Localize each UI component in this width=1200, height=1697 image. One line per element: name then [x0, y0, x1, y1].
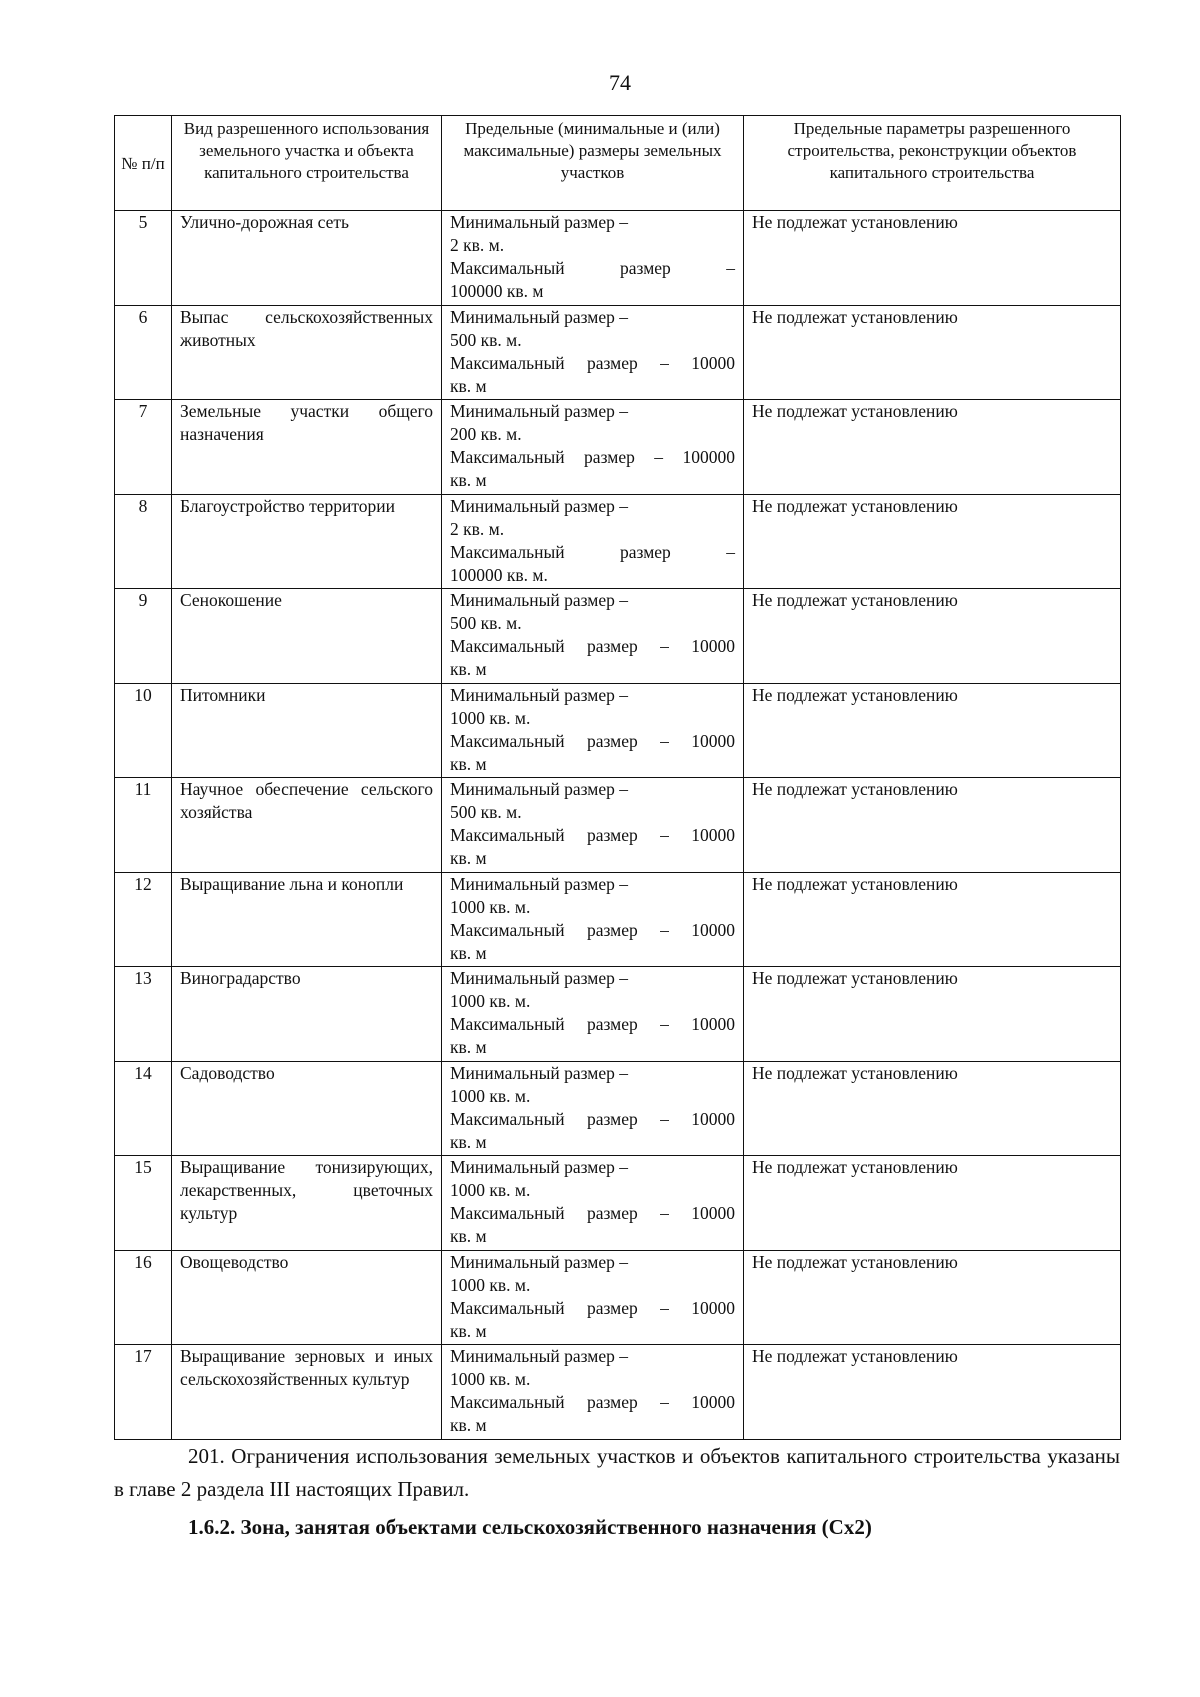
- plot-size-line: кв. м: [450, 659, 487, 679]
- row-plot-size: [442, 211, 744, 306]
- row-construction-params: Не подлежат установлению: [744, 305, 1121, 400]
- row-number: 17: [115, 1345, 172, 1440]
- plot-size-line: 1000 кв. м.: [450, 896, 531, 917]
- plot-size-line: 1000 кв. м.: [450, 1180, 531, 1200]
- row-plot-size: [442, 872, 744, 967]
- plot-size-line: Минимальный размер –: [450, 873, 629, 894]
- row-use-type: Выращивание зерновых и иных сельскохозяйственных культур: [172, 1345, 442, 1440]
- plot-size-line: 500 кв. м.: [450, 802, 522, 822]
- plot-size-line: Минимальный размер –: [450, 779, 629, 799]
- land-use-table: [114, 115, 1121, 1440]
- row-number: 14: [115, 1061, 172, 1156]
- row-use-type: Выращивание тонизирующих, лекарственных, цветочных культур: [172, 1156, 442, 1251]
- table-row: [115, 211, 1121, 306]
- plot-size-line: кв. м: [450, 375, 487, 396]
- row-use-type: Сенокошение: [172, 589, 442, 684]
- row-construction-params: Не подлежат установлению: [744, 211, 1121, 306]
- plot-size-line: кв. м: [450, 848, 487, 868]
- table-row: [115, 683, 1121, 778]
- row-number: 9: [115, 589, 172, 684]
- row-number: 7: [115, 400, 172, 495]
- table-row: [115, 400, 1121, 495]
- row-construction-params: Не подлежат установлению: [744, 778, 1121, 873]
- row-number: 8: [115, 494, 172, 589]
- plot-size-line: Максимальный размер – 10000: [450, 1392, 735, 1412]
- plot-size-line: Максимальный размер – 10000: [450, 1203, 735, 1223]
- row-plot-size: [442, 1061, 744, 1156]
- row-construction-params: Не подлежат установлению: [744, 1156, 1121, 1251]
- plot-size-line: Минимальный размер –: [450, 684, 629, 705]
- row-plot-size: [442, 683, 744, 778]
- plot-size-line: кв. м: [450, 1415, 487, 1435]
- row-number: 12: [115, 872, 172, 967]
- plot-size-line: Максимальный размер – 10000: [450, 825, 735, 845]
- row-construction-params: Не подлежат установлению: [744, 589, 1121, 684]
- row-number: 15: [115, 1156, 172, 1251]
- plot-size-line: кв. м: [450, 942, 487, 963]
- plot-size-line: Максимальный размер – 10000: [450, 730, 735, 751]
- plot-size-line: кв. м: [450, 753, 487, 774]
- plot-size-line: Минимальный размер –: [450, 401, 629, 421]
- plot-size-line: кв. м: [450, 1037, 487, 1057]
- plot-size-line: Максимальный размер – 10000: [450, 1297, 735, 1318]
- row-construction-params: Не подлежат установлению: [744, 494, 1121, 589]
- table-row: [115, 778, 1121, 873]
- row-plot-size: [442, 967, 744, 1062]
- row-plot-size: [442, 1156, 744, 1251]
- table-row: [115, 967, 1121, 1062]
- plot-size-line: кв. м: [450, 470, 487, 490]
- table-row: [115, 305, 1121, 400]
- plot-size-line: Минимальный размер –: [450, 212, 629, 232]
- plot-size-line: Минимальный размер –: [450, 306, 629, 327]
- plot-size-line: 500 кв. м.: [450, 613, 522, 633]
- plot-size-line: Минимальный размер –: [450, 590, 629, 610]
- plot-size-line: Максимальный размер – 10000: [450, 1108, 735, 1129]
- plot-size-line: кв. м: [450, 1226, 487, 1246]
- row-number: 13: [115, 967, 172, 1062]
- page-number: 74: [609, 70, 631, 95]
- row-construction-params: Не подлежат установлению: [744, 872, 1121, 967]
- row-construction-params: Не подлежат установлению: [744, 400, 1121, 495]
- plot-size-line: 1000 кв. м.: [450, 707, 531, 728]
- plot-size-line: 1000 кв. м.: [450, 1369, 531, 1389]
- table-row: [115, 1156, 1121, 1251]
- plot-size-line: Максимальный размер – 10000: [450, 352, 735, 373]
- plot-size-line: Минимальный размер –: [450, 1062, 629, 1083]
- row-use-type: Улично-дорожная сеть: [172, 211, 442, 306]
- row-use-type: Питомники: [172, 683, 442, 778]
- row-plot-size: [442, 494, 744, 589]
- section-heading: 1.6.2. Зона, занятая объектами сельскохозяйственного назначения (Сх2): [188, 1515, 872, 1539]
- plot-size-line: 1000 кв. м.: [450, 1274, 531, 1295]
- row-plot-size: [442, 778, 744, 873]
- row-use-type: Виноградарство: [172, 967, 442, 1062]
- row-use-type: Садоводство: [172, 1061, 442, 1156]
- row-construction-params: Не подлежат установлению: [744, 1061, 1121, 1156]
- row-plot-size: [442, 305, 744, 400]
- header-use-type: Вид разрешенного использования земельного участка и объекта капитального строительства: [172, 116, 442, 211]
- table-body: [115, 211, 1121, 1440]
- plot-size-line: Минимальный размер –: [450, 968, 629, 988]
- table-row: [115, 589, 1121, 684]
- plot-size-line: 1000 кв. м.: [450, 991, 531, 1011]
- plot-size-line: Максимальный размер – 100000: [450, 447, 735, 467]
- table-row: [115, 494, 1121, 589]
- row-construction-params: Не подлежат установлению: [744, 683, 1121, 778]
- table-header-row: [115, 116, 1121, 211]
- row-construction-params: Не подлежат установлению: [744, 967, 1121, 1062]
- row-number: 16: [115, 1250, 172, 1345]
- plot-size-line: 500 кв. м.: [450, 329, 522, 350]
- plot-size-line: 100000 кв. м: [450, 281, 544, 301]
- row-plot-size: [442, 1250, 744, 1345]
- plot-size-line: 200 кв. м.: [450, 424, 522, 444]
- restrictions-note: 201. Ограничения использования земельных участков и объектов капитального строительства указаны в главе 2 раздела III настоящих Правил.: [114, 1444, 1120, 1501]
- plot-size-line: Минимальный размер –: [450, 1251, 629, 1272]
- plot-size-line: Максимальный размер – 10000: [450, 919, 735, 940]
- plot-size-line: Минимальный размер –: [450, 495, 629, 516]
- row-use-type: Выпас сельскохозяйственных животных: [172, 305, 442, 400]
- row-number: 5: [115, 211, 172, 306]
- plot-size-line: Максимальный размер – 10000: [450, 1014, 735, 1034]
- plot-size-line: 1000 кв. м.: [450, 1085, 531, 1106]
- header-number: № п/п: [115, 116, 172, 211]
- table-row: [115, 1345, 1121, 1440]
- row-number: 10: [115, 683, 172, 778]
- table-row: [115, 1250, 1121, 1345]
- plot-size-line: 2 кв. м.: [450, 518, 505, 539]
- plot-size-line: Минимальный размер –: [450, 1346, 629, 1366]
- row-number: 6: [115, 305, 172, 400]
- row-plot-size: [442, 1345, 744, 1440]
- plot-size-line: 2 кв. м.: [450, 235, 505, 255]
- row-construction-params: Не подлежат установлению: [744, 1250, 1121, 1345]
- row-plot-size: [442, 400, 744, 495]
- row-use-type: Земельные участки общего назначения: [172, 400, 442, 495]
- header-plot-size: Предельные (минимальные и (или) максимальные) размеры земельных участков: [442, 116, 744, 211]
- plot-size-line: кв. м: [450, 1320, 487, 1341]
- row-number: 11: [115, 778, 172, 873]
- plot-size-line: Максимальный размер –: [450, 258, 735, 278]
- header-construction-params: Предельные параметры разрешенного строительства, реконструкции объектов капитального строительства: [744, 116, 1121, 211]
- table-row: [115, 872, 1121, 967]
- table-row: [115, 1061, 1121, 1156]
- plot-size-line: Максимальный размер –: [450, 541, 735, 562]
- row-plot-size: [442, 589, 744, 684]
- row-construction-params: Не подлежат установлению: [744, 1345, 1121, 1440]
- plot-size-line: Минимальный размер –: [450, 1157, 629, 1177]
- row-use-type: Овощеводство: [172, 1250, 442, 1345]
- row-use-type: Выращивание льна и конопли: [172, 872, 442, 967]
- plot-size-line: 100000 кв. м.: [450, 564, 548, 585]
- plot-size-line: кв. м: [450, 1131, 487, 1152]
- plot-size-line: Максимальный размер – 10000: [450, 636, 735, 656]
- row-use-type: Научное обеспечение сельского хозяйства: [172, 778, 442, 873]
- row-use-type: Благоустройство территории: [172, 494, 442, 589]
